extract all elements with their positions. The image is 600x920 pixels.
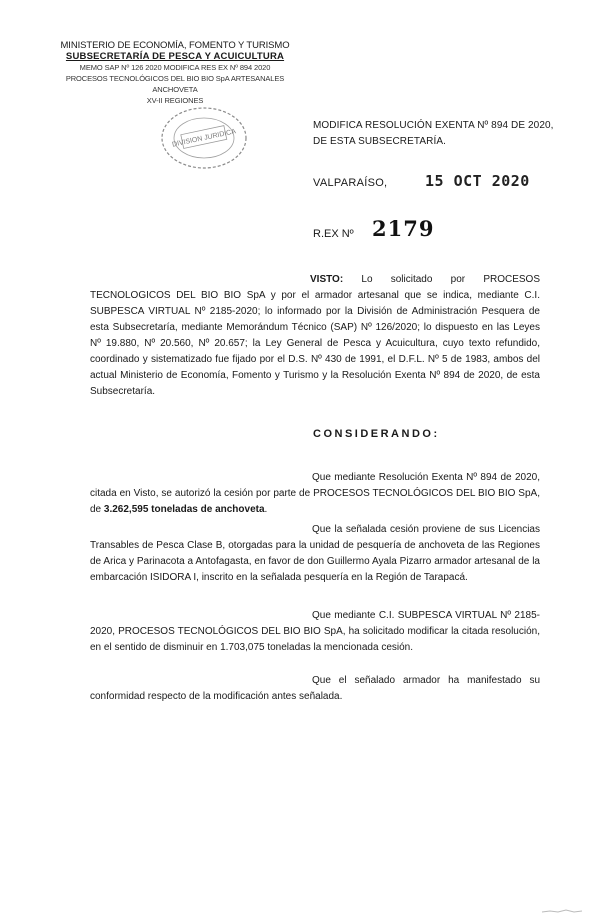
p1-bold-amount: 3.262,595 toneladas de anchoveta	[103, 504, 265, 515]
rex-number: 2179	[372, 216, 435, 241]
considerando-paragraph-2: Que la señalada cesión proviene de sus Licencias Transables de Pesca Clase B, otorgadas para la unidad de pesquería de anchoveta de las Regiones de Arica y Parinacota a Antofagasta, en favor de don Guillermo Ayala Pizarro armador artesanal de la embarcación ISIDORA I, inscrito en la señalada pesquería en la Región de Tarapacá.	[90, 524, 540, 583]
p1-end: .	[264, 504, 268, 515]
corner-scan-mark	[540, 902, 584, 910]
date-stamp: 15 OCT 2020	[425, 172, 530, 190]
round-stamp-icon	[158, 104, 250, 172]
considerando-paragraph-4: Que el señalado armador ha manifestado su conformidad respecto de la modificación antes señalada.	[90, 675, 540, 702]
region-reference: XV-II REGIONES	[146, 96, 204, 105]
resolution-subject: MODIFICA RESOLUCIÓN EXENTA Nº 894 DE 2020, DE ESTA SUBSECRETARÍA.	[313, 120, 554, 147]
considerando-paragraph-1	[90, 470, 540, 518]
visto-label: VISTO:	[310, 274, 344, 285]
memo-reference: MEMO SAP Nº 126 2020 MODIFICA RES EX Nº 894 2020	[79, 63, 271, 72]
considerando-paragraph-3: Que mediante C.I. SUBPESCA VIRTUAL Nº 2185-2020, PROCESOS TECNOLÓGICOS DEL BIO BIO SpA, ha solicitado modificar la citada resolución, en el sentido de disminuir en 1.703,075 toneladas la mencionada cesión.	[90, 610, 540, 653]
considerando-heading: CONSIDERANDO:	[313, 428, 440, 440]
city: VALPARAÍSO,	[313, 177, 388, 189]
rex-label: R.EX Nº	[313, 228, 354, 240]
letterhead	[50, 40, 300, 106]
company-reference: PROCESOS TECNOLÓGICOS DEL BIO BIO SpA ARTESANALES ANCHOVETA	[65, 74, 285, 94]
ministry-name: MINISTERIO DE ECONOMÍA, FOMENTO Y TURISMO	[60, 40, 290, 51]
visto-paragraph	[90, 272, 540, 400]
visto-text: Lo solicitado por PROCESOS TECNOLOGICOS DEL BIO BIO SpA y por el armador artesanal que se indica, mediante C.I. SUBPESCA VIRTUAL Nº 2185-2020; lo informado por la División de Administración Pesquera de esta Subsecretaría, mediante Memorándum Técnico (SAP) Nº 126/2020; lo dispuesto en las Leyes Nº 19.880, Nº 20.560, Nº 20.657; la Ley General de Pesca y Acuicultura, cuyo texto refundido, coordinado y sistematizado fue fijado por el D.S. Nº 430 de 1991, el D.F.L. Nº 5 de 1983, ambos del actual Ministerio de Economía, Fomento y Turismo y la Resolución Exenta Nº 894 de 2020, de esta Subsecretaría.	[90, 274, 541, 397]
subsecretaria-name: SUBSECRETARÍA DE PESCA Y ACUICULTURA	[65, 51, 285, 62]
p1-text: Que mediante Resolución Exenta Nº 894 de 2020, citada en Visto, se autorizó la cesión por parte de PROCESOS TECNOLÓGICOS DEL BIO BIO SpA, de	[90, 472, 540, 515]
stamp-text: DIVISION JURIDICA	[171, 128, 237, 149]
